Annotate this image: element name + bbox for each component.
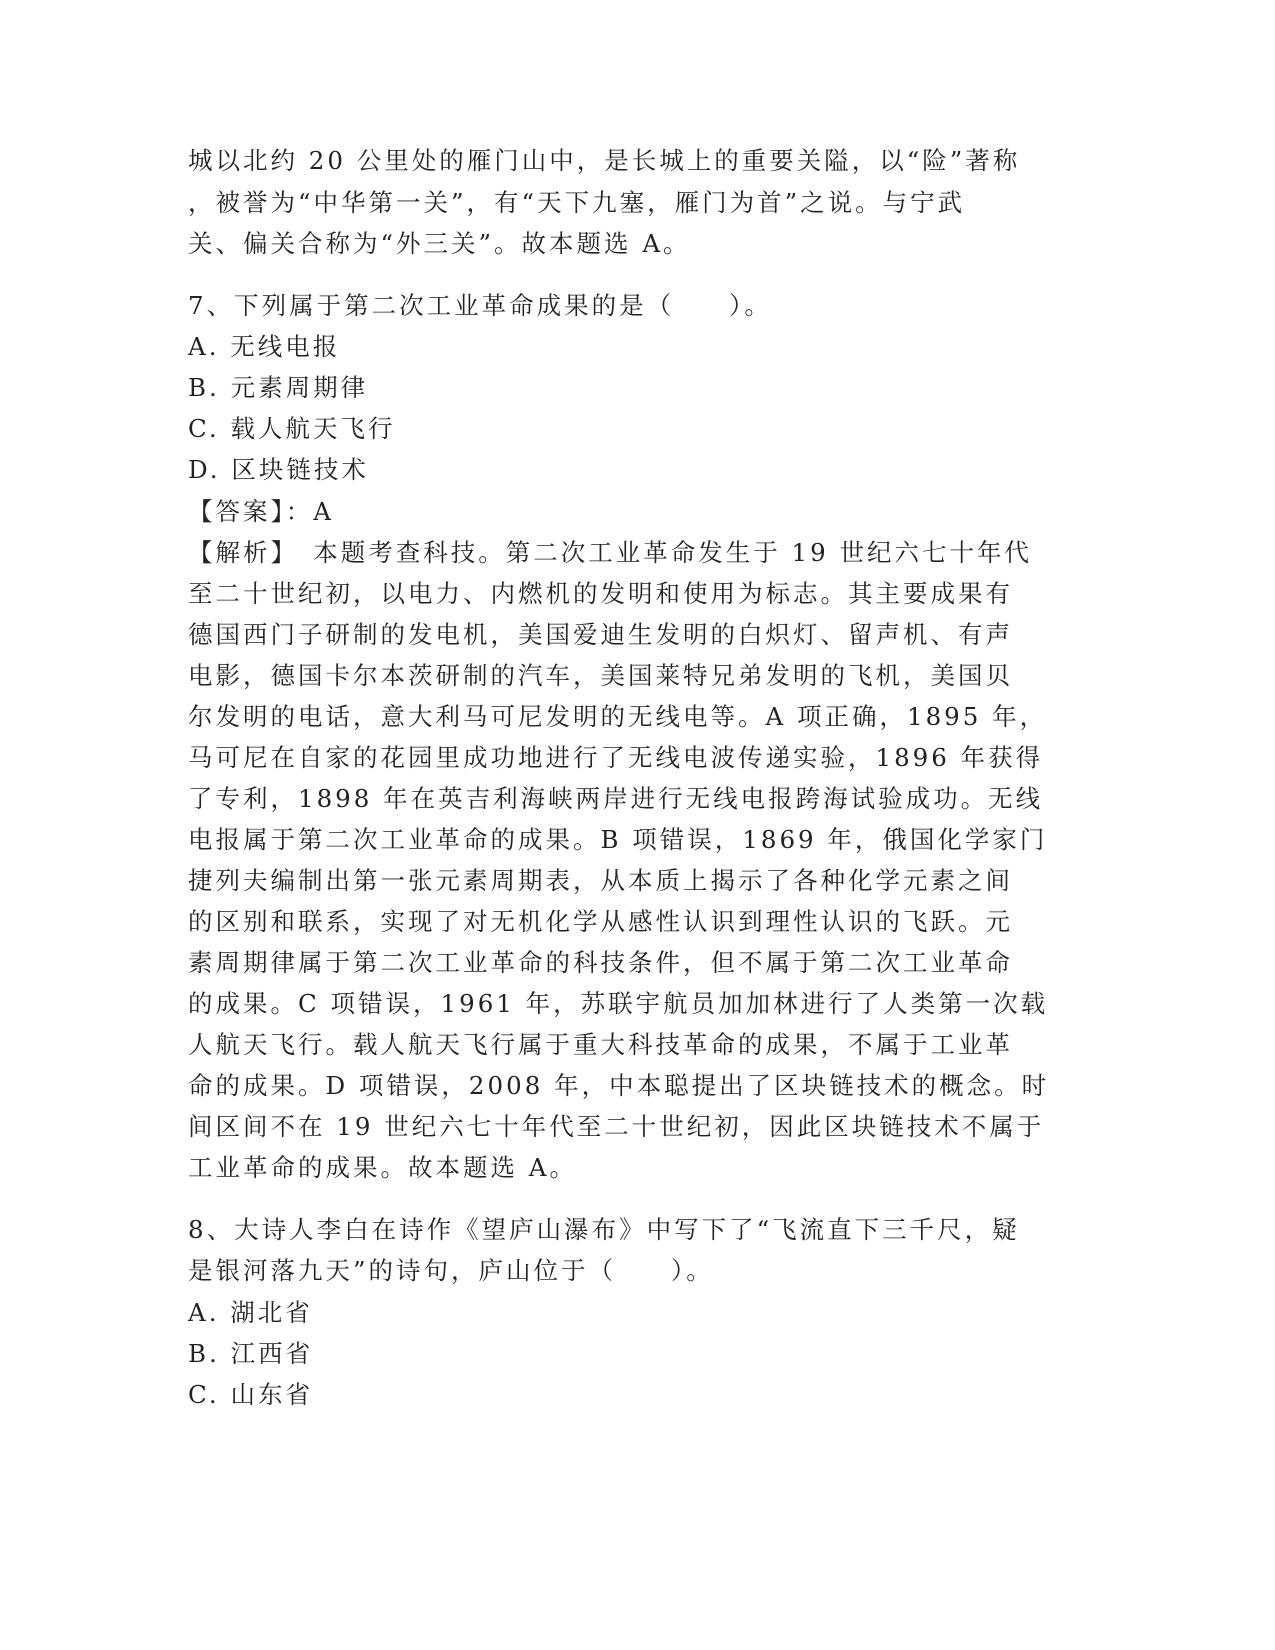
option-a: A. 无线电报	[188, 332, 341, 361]
option-a: A. 湖北省	[188, 1298, 313, 1327]
text-line: 关、偏关合称为“外三关”。故本题选 A。	[188, 229, 691, 258]
answer-line: 【答案】：A	[188, 497, 334, 526]
option-b: B. 江西省	[188, 1339, 314, 1368]
text-line: 素周期律属于第二次工业革命的科技条件，但不属于第二次工业革命	[188, 948, 1013, 977]
option-c: C. 载人航天飞行	[188, 414, 396, 443]
text-line: 至二十世纪初，以电力、内燃机的发明和使用为标志。其主要成果有	[188, 579, 1013, 608]
option-d: D. 区块链技术	[188, 455, 369, 484]
question-stem: 8、大诗人李白在诗作《望庐山瀑布》中写下了“飞流直下三千尺，疑	[188, 1215, 1020, 1244]
text-line: 的成果。C 项错误，1961 年，苏联宇航员加加林进行了人类第一次载	[188, 989, 1049, 1018]
question-stem: 7、下列属于第二次工业革命成果的是（ ）。	[188, 291, 772, 320]
text-line: 间区间不在 19 世纪六七十年代至二十世纪初，因此区块链技术不属于	[188, 1112, 1045, 1141]
text-line: 尔发明的电话，意大利马可尼发明的无线电等。A 项正确，1895 年，	[188, 702, 1048, 731]
text-line: 马可尼在自家的花园里成功地进行了无线电波传递实验，1896 年获得	[188, 743, 1044, 772]
text-line: 德国西门子研制的发电机，美国爱迪生发明的白炽灯、留声机、有声	[188, 620, 1013, 649]
text-line: 电影，德国卡尔本茨研制的汽车，美国莱特兄弟发明的飞机，美国贝	[188, 661, 1013, 690]
question-stem: 是银河落九天”的诗句，庐山位于（ ）。	[188, 1256, 714, 1285]
text-line: ，被誉为“中华第一关”，有“天下九塞，雁门为首”之说。与宁武	[188, 188, 966, 217]
text-line: 了专利，1898 年在英吉利海峡两岸进行无线电报跨海试验成功。无线	[188, 784, 1044, 813]
option-b: B. 元素周期律	[188, 373, 369, 402]
text-line: 命的成果。D 项错误，2008 年，中本聪提出了区块链技术的概念。时	[188, 1071, 1050, 1100]
text-line: 的区别和联系，实现了对无机化学从感性认识到理性认识的飞跃。元	[188, 907, 1013, 936]
text-line: 人航天飞行。载人航天飞行属于重大科技革命的成果，不属于工业革	[188, 1030, 1013, 1059]
text-line: 城以北约 20 公里处的雁门山中，是长城上的重要关隘，以“险”著称	[188, 146, 1021, 175]
text-line: 【解析】 本题考查科技。第二次工业革命发生于 19 世纪六七十年代	[188, 538, 1032, 567]
text-line: 工业革命的成果。故本题选 A。	[188, 1153, 577, 1182]
text-line: 电报属于第二次工业革命的成果。B 项错误，1869 年，俄国化学家门	[188, 825, 1048, 854]
text-line: 捷列夫编制出第一张元素周期表，从本质上揭示了各种化学元素之间	[188, 866, 1013, 895]
option-c: C. 山东省	[188, 1380, 313, 1409]
